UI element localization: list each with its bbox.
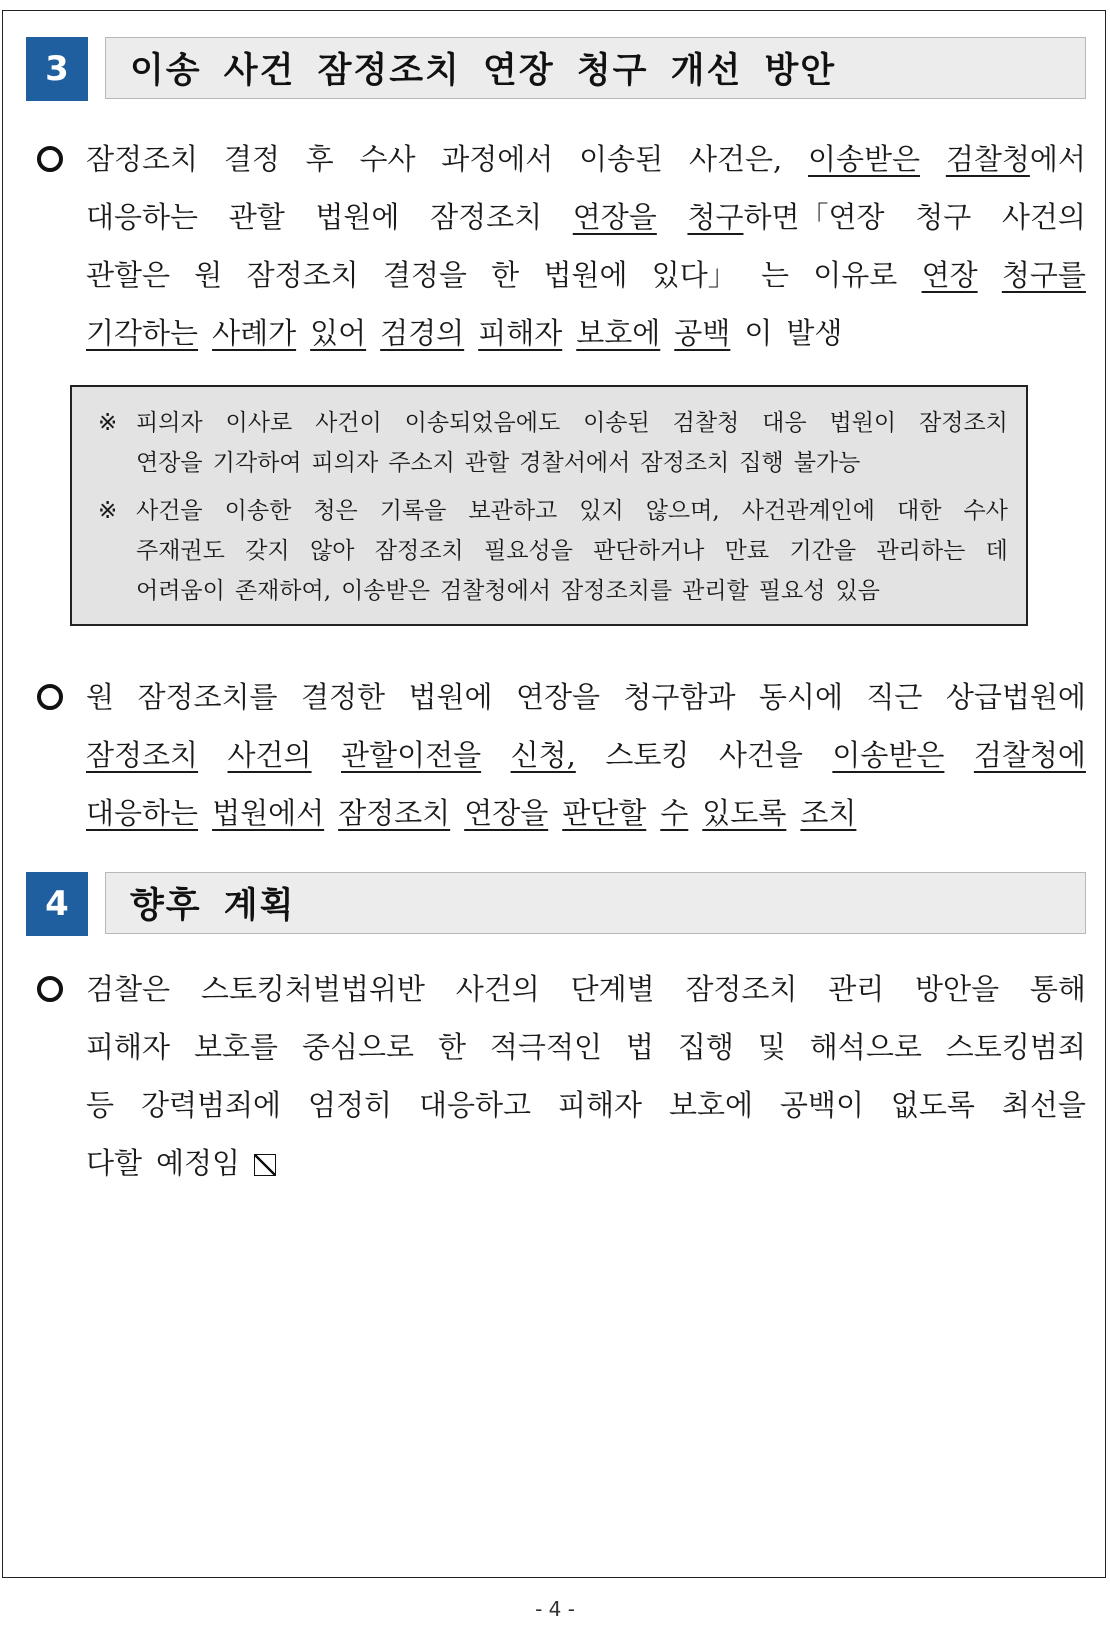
word: 판단할: [562, 796, 647, 830]
word: 이사로: [225, 410, 293, 436]
word: 피의자: [311, 450, 379, 476]
word: 대한: [897, 498, 942, 524]
word: 잠정조치: [246, 258, 359, 292]
word: 검찰청에서: [439, 578, 552, 604]
word: 잠정조치: [338, 796, 451, 830]
section-3-header: [26, 37, 1086, 101]
word: 단계별: [570, 972, 655, 1006]
word: 연장을: [515, 680, 600, 714]
word: 원: [194, 258, 223, 292]
text-line: [86, 130, 1086, 188]
section-title: 이송 사건 잠정조치 연장 청구 개선 방안: [130, 51, 837, 91]
note-box: [70, 385, 1028, 626]
word: 주소지: [388, 450, 455, 476]
word: 스토킹: [605, 738, 690, 772]
text-line: [86, 1134, 1086, 1192]
word: 관할은: [86, 258, 171, 292]
word: 이송받은: [832, 738, 945, 772]
word: 사건이: [315, 410, 382, 436]
word: 대응하고: [418, 1088, 532, 1122]
word: 이송받은: [807, 142, 921, 176]
text-line: [86, 668, 1086, 726]
hollow-circle-bullet-icon: [36, 668, 64, 726]
word: 공백 이: [674, 316, 773, 350]
word: 관할이전을: [341, 738, 482, 772]
word: 청구: [915, 200, 972, 234]
word: 잠정조치: [640, 450, 730, 476]
bullet-paragraph: [86, 668, 1086, 842]
word: 잠정조치를: [561, 578, 673, 604]
word: 사례가: [212, 316, 297, 350]
word: 중심으로: [301, 1030, 415, 1064]
word: 대응하는: [86, 200, 199, 234]
word: 법원이: [829, 410, 897, 436]
word: 갖지: [245, 538, 290, 564]
page-number: - 4 -: [535, 1597, 575, 1621]
word: 보호에: [668, 1088, 753, 1122]
word: 기록을: [379, 498, 447, 524]
word: 법원에: [408, 680, 493, 714]
word: 원: [86, 680, 115, 714]
word: 강력범죄에: [140, 1088, 282, 1122]
word: 과정에서: [441, 142, 554, 176]
word: 만료: [724, 538, 770, 564]
word: 사건의: [1001, 200, 1086, 234]
word: 엄정히: [307, 1088, 393, 1122]
word: 이송한: [224, 498, 292, 524]
section-4-header: [26, 872, 1086, 936]
word: 스토킹범죄: [945, 1030, 1086, 1064]
word: 결정을: [382, 258, 467, 292]
word: 어려움이: [136, 578, 225, 604]
word: 사건의: [227, 738, 312, 772]
word: 법원에서: [212, 796, 325, 830]
section-title: 향후 계획: [130, 886, 296, 926]
word: 경찰서에서: [519, 450, 631, 476]
section-title-box: [105, 872, 1086, 934]
text-line: [86, 188, 1086, 246]
word: 연장을: [136, 450, 203, 476]
word: 기각하여: [212, 450, 302, 476]
word: 집행: [739, 450, 784, 476]
end-mark-icon: [254, 1154, 276, 1176]
word: 대응하는: [86, 796, 199, 830]
note-line: [136, 571, 1008, 611]
section-title-box: [105, 37, 1086, 99]
word: 사건을: [718, 738, 803, 772]
word: 등: [86, 1088, 115, 1122]
word: 는: [761, 258, 790, 292]
word: 청구를: [1001, 258, 1086, 292]
word: 않아: [310, 538, 355, 564]
bullet-paragraph: [86, 130, 1086, 362]
word: 상급법원에: [945, 680, 1086, 714]
word: 사건을: [136, 498, 203, 524]
note-line: [136, 403, 1008, 443]
word: 후: [305, 142, 334, 176]
note-text: [136, 491, 1008, 611]
text-line: [86, 246, 1086, 304]
word: 관리하는: [876, 538, 966, 564]
word: 잠정조치: [374, 538, 464, 564]
word: 잠정조치: [86, 142, 199, 176]
word: 잠정조치: [430, 200, 543, 234]
word: 있지: [579, 498, 624, 524]
word: 및: [757, 1030, 786, 1064]
word: 이송된: [583, 410, 650, 436]
word: 청구함과: [623, 680, 736, 714]
word: 사건은,: [688, 142, 783, 176]
word: 관할: [464, 450, 510, 476]
word: 연장을: [464, 796, 549, 830]
word: 없도록: [890, 1088, 975, 1122]
word: 청구하면「연장: [687, 200, 885, 234]
word: 보호에: [576, 316, 661, 350]
word: 존재하여,: [234, 578, 332, 604]
word: 검찰청에서: [945, 142, 1086, 176]
word: 해석으로: [809, 1030, 922, 1064]
word: 데: [985, 538, 1008, 564]
word: 예정임: [156, 1134, 276, 1192]
word: 필요성: [758, 578, 826, 604]
section-number-badge: 4: [26, 872, 88, 936]
word: 보호를: [193, 1030, 279, 1064]
text-line: [86, 1018, 1086, 1076]
word: 한: [491, 258, 520, 292]
word: 이송된: [579, 142, 664, 176]
word: 집행: [677, 1030, 734, 1064]
word: 기간을: [789, 538, 857, 564]
word: 한: [437, 1030, 466, 1064]
word: 피해자: [557, 1088, 642, 1122]
text-line: [86, 784, 1086, 842]
text-line: [86, 1076, 1086, 1134]
word: 피해자: [478, 316, 563, 350]
word: 스토킹처벌법위반: [200, 972, 425, 1006]
word: 관리할: [682, 578, 749, 604]
word: 있도록: [702, 796, 787, 830]
word: 필요성을: [484, 538, 573, 564]
note-line: [136, 443, 1008, 483]
word: 이송받은: [341, 578, 430, 604]
word: 관리: [828, 972, 885, 1006]
word: 다할: [86, 1146, 143, 1180]
word: 잠정조치를: [137, 680, 278, 714]
word: 법원에: [315, 200, 400, 234]
word: 조치: [800, 796, 857, 830]
word: 공백이: [779, 1088, 864, 1122]
word: 관할: [228, 200, 285, 234]
word: 법: [625, 1030, 654, 1064]
word: 청은: [313, 498, 358, 524]
word: 적극적인: [489, 1030, 602, 1064]
word: 직근: [866, 680, 923, 714]
word: 판단하거나: [593, 538, 705, 564]
word: 잠정조치: [919, 410, 1008, 436]
word: 신청,: [510, 738, 576, 772]
word: 방안을: [915, 972, 1000, 1006]
word: 잠정조치: [685, 972, 798, 1006]
word: 기각하는: [86, 316, 199, 350]
word: 검찰청에: [973, 738, 1086, 772]
reference-mark-icon: ※: [98, 410, 118, 436]
word: 피해자: [86, 1030, 171, 1064]
word: 사건관계인에: [741, 498, 875, 524]
note-line: [136, 491, 1008, 531]
word: 수: [660, 796, 689, 830]
word: 연장을: [572, 200, 657, 234]
word: 결정한: [300, 680, 386, 714]
word: 사건의: [455, 972, 540, 1006]
word: 검경의: [380, 316, 465, 350]
word: 주재권도: [136, 538, 225, 564]
text-line: [86, 960, 1086, 1018]
word: 통해: [1029, 972, 1086, 1006]
word: 동시에: [758, 680, 843, 714]
word: 있다」: [651, 258, 737, 292]
word: 연장: [921, 258, 978, 292]
word: 최선을: [1001, 1088, 1086, 1122]
text-line: [86, 304, 1086, 362]
word: 보관하고: [468, 498, 558, 524]
word: 피의자: [136, 410, 203, 436]
word: 있음: [835, 578, 880, 604]
word: 이유로: [813, 258, 898, 292]
hollow-circle-bullet-icon: [36, 960, 64, 1018]
word: 검찰청: [672, 410, 740, 436]
word: 않으며,: [645, 498, 720, 524]
word: 발생: [786, 316, 843, 350]
bullet-paragraph: [86, 960, 1086, 1192]
note-line: [136, 531, 1008, 571]
word: 결정: [223, 142, 280, 176]
word: 잠정조치: [86, 738, 199, 772]
word: 있어: [310, 316, 367, 350]
word: 검찰은: [86, 972, 171, 1006]
word: 수사: [359, 142, 416, 176]
word: 이송되었음에도: [404, 410, 561, 436]
word: 법원에: [543, 258, 628, 292]
word: 수사: [963, 498, 1008, 524]
text-line: [86, 726, 1086, 784]
reference-mark-icon: ※: [98, 498, 118, 524]
word: 대응: [762, 410, 807, 436]
hollow-circle-bullet-icon: [36, 130, 64, 188]
section-number-badge: 3: [26, 37, 88, 101]
note-text: [136, 403, 1008, 483]
word: 불가능: [793, 450, 861, 476]
